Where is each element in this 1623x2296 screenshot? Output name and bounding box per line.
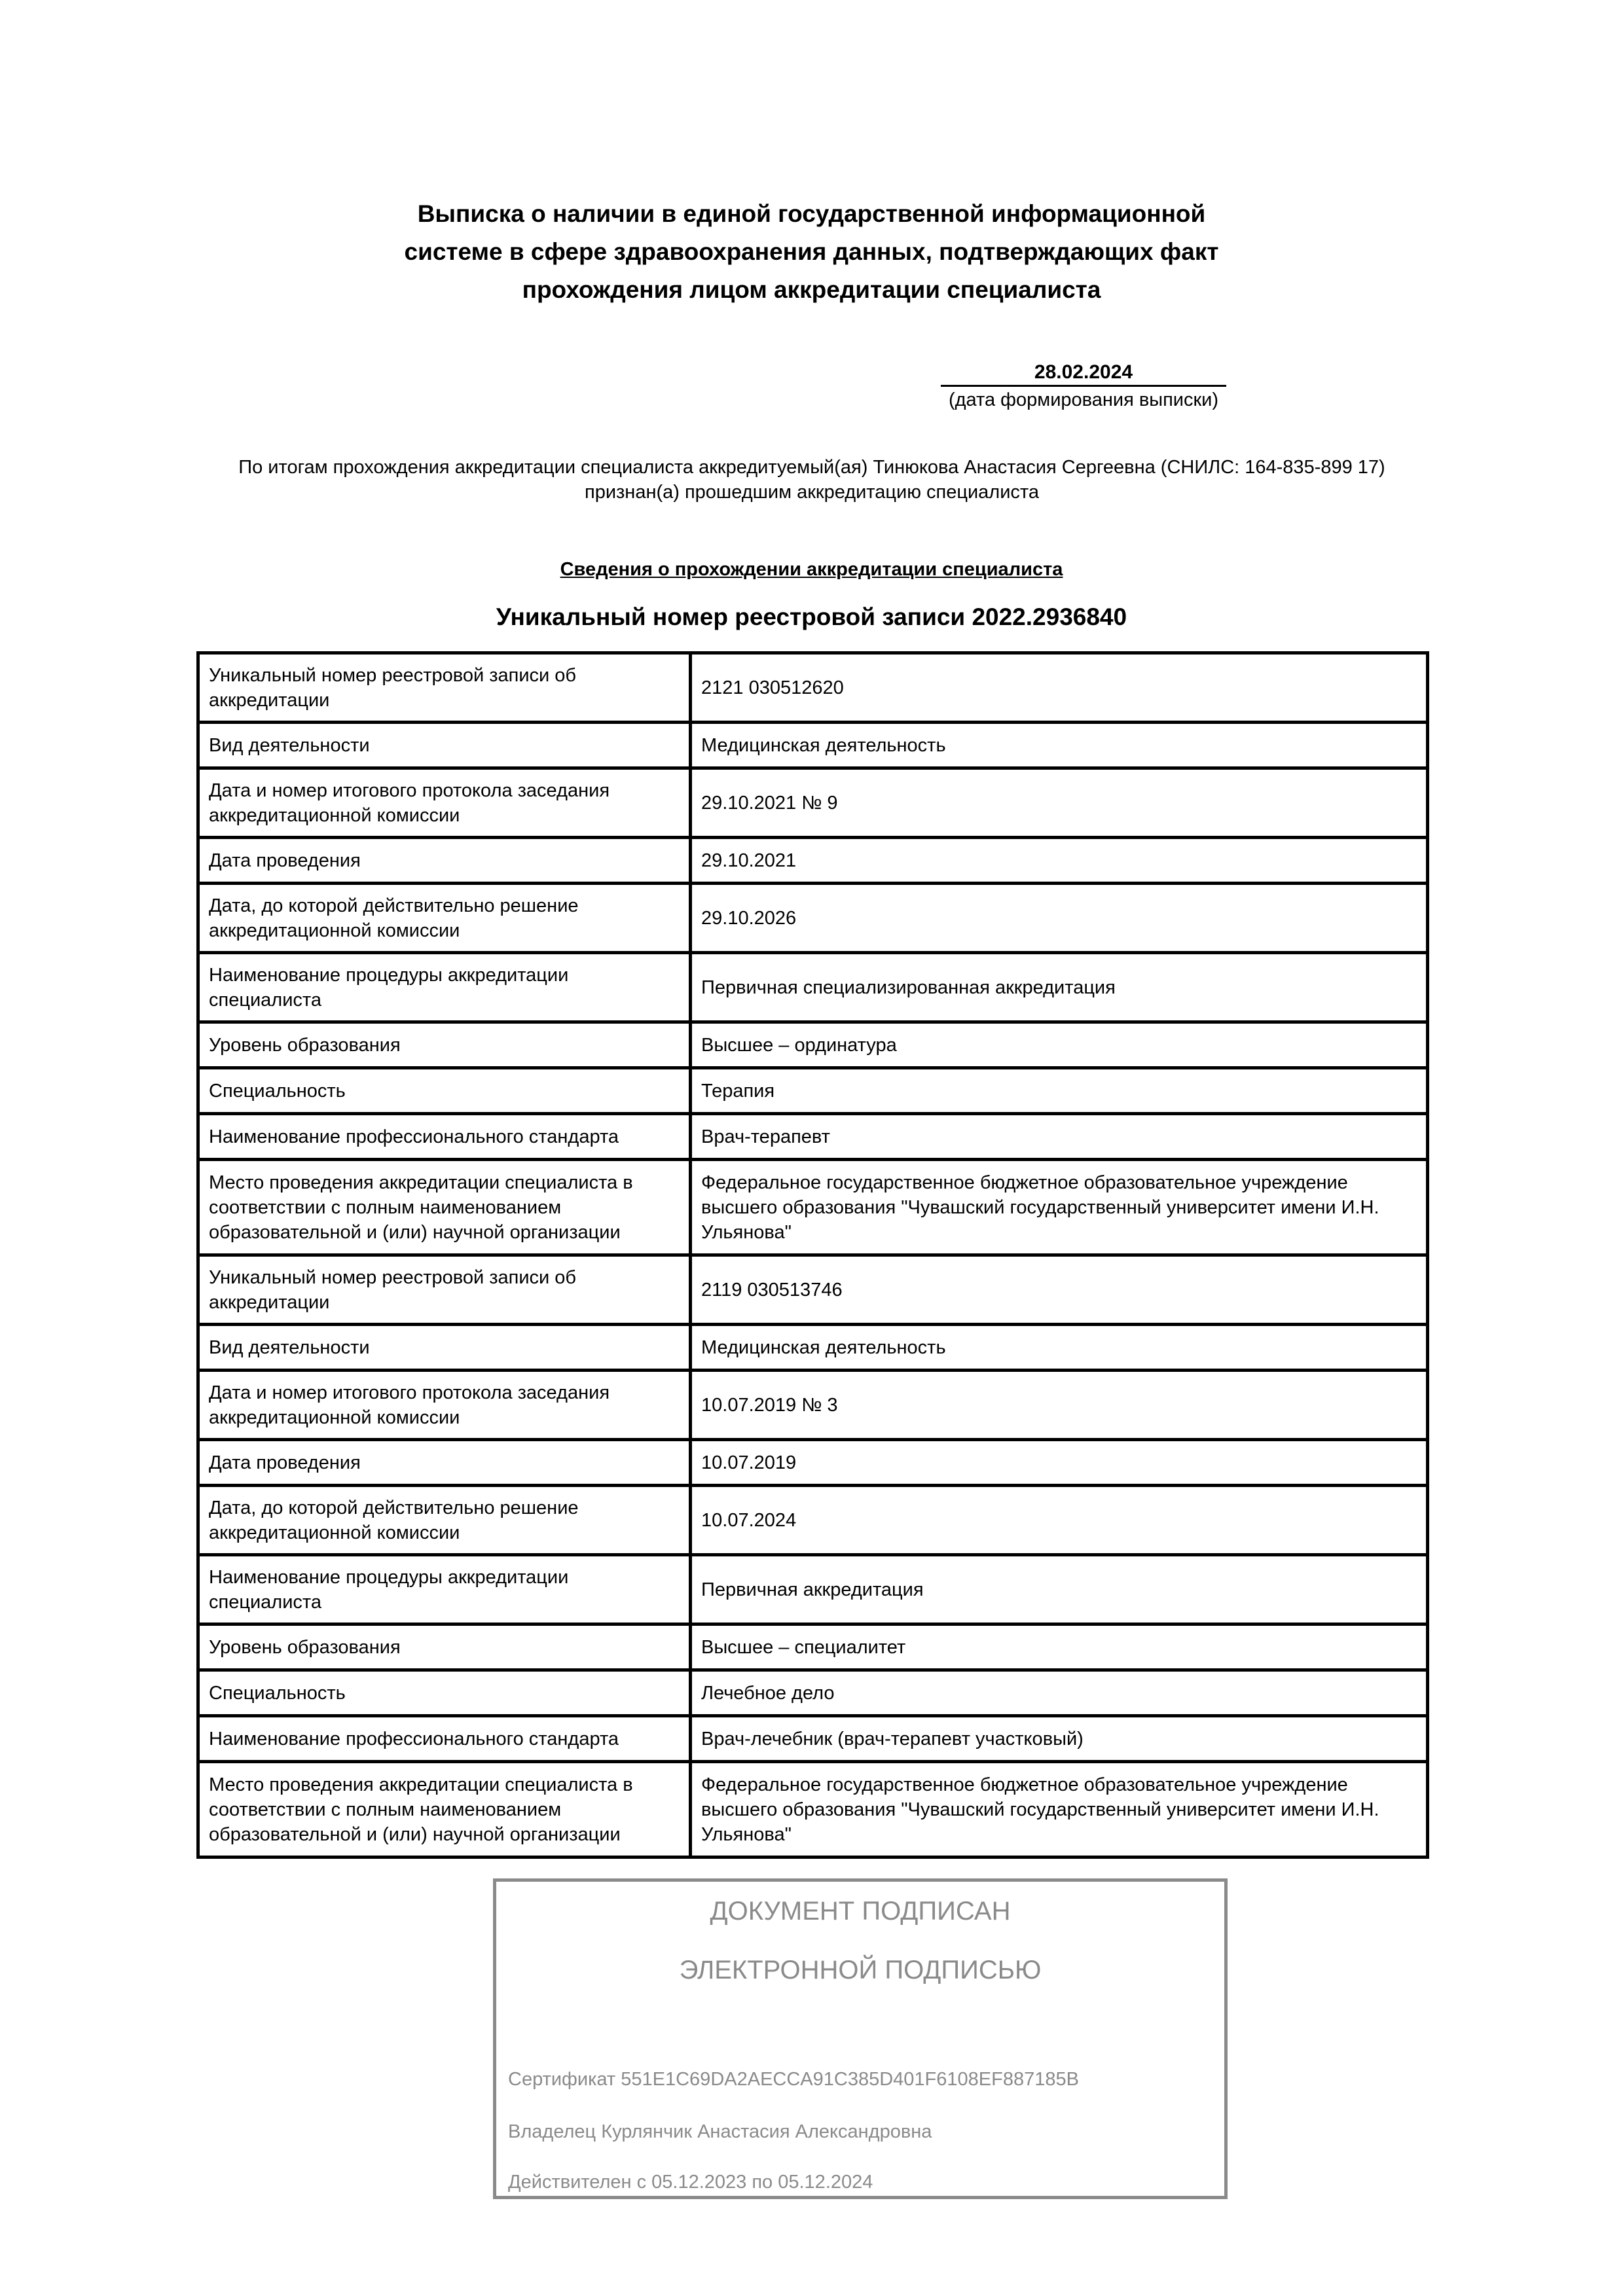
row-value: Врач-терапевт	[691, 1114, 1428, 1160]
row-label: Уникальный номер реестровой записи об аккредитации	[198, 653, 691, 723]
stamp-validity: Действителен с 05.12.2023 по 05.12.2024	[508, 2172, 873, 2193]
row-value: 29.10.2021 № 9	[691, 768, 1428, 838]
table-row	[198, 953, 1428, 1022]
document-title-line: системе в сфере здравоохранения данных, подтверждающих факт	[404, 238, 1219, 265]
document-title-line: прохождения лицом аккредитации специалиста	[522, 276, 1101, 303]
row-label: Место проведения аккредитации специалиста в соответствии с полным наименованием образовательной и (или) научной организации	[198, 1160, 691, 1255]
row-value: 10.07.2019 № 3	[691, 1371, 1428, 1440]
table-row	[198, 1762, 1428, 1857]
table-row	[198, 1255, 1428, 1325]
row-value: Медицинская деятельность	[691, 1325, 1428, 1371]
electronic-signature-stamp	[493, 1878, 1228, 2199]
row-label: Наименование процедуры аккредитации специалиста	[198, 1555, 691, 1624]
row-value: Высшее – ординатура	[691, 1022, 1428, 1068]
row-label: Вид деятельности	[198, 723, 691, 768]
row-value: 10.07.2019	[691, 1440, 1428, 1486]
table-row	[198, 1624, 1428, 1670]
row-label: Дата проведения	[198, 1440, 691, 1486]
row-value: Медицинская деятельность	[691, 723, 1428, 768]
intro-paragraph: По итогам прохождения аккредитации специалиста аккредитуемый(ая) Тинюкова Анастасия Сергеевна (СНИЛС: 164-835-899 17) признан(а) прошедшим аккредитацию специалиста	[238, 457, 1385, 503]
stamp-title-line-1: ДОКУМЕНТ ПОДПИСАН	[710, 1897, 1011, 1926]
table-row	[198, 1670, 1428, 1716]
document-title-line: Выписка о наличии в единой государственной информационной	[417, 200, 1206, 227]
table-row	[198, 1160, 1428, 1255]
accreditation-table	[196, 651, 1429, 1257]
table-row	[198, 653, 1428, 723]
row-value: Лечебное дело	[691, 1670, 1428, 1716]
statement-date-caption: (дата формирования выписки)	[948, 389, 1219, 410]
row-label: Специальность	[198, 1670, 691, 1716]
row-label: Дата и номер итогового протокола заседания аккредитационной комиссии	[198, 768, 691, 838]
stamp-title-line-2: ЭЛЕКТРОННОЙ ПОДПИСЬЮ	[679, 1956, 1042, 1984]
row-label: Уникальный номер реестровой записи об аккредитации	[198, 1255, 691, 1325]
row-value: Федеральное государственное бюджетное образовательное учреждение высшего образования "Чувашский государственный университет имени И.Н. Ульянова"	[691, 1762, 1428, 1857]
stamp-certificate: Сертификат 551E1C69DA2AECCA91C385D401F6108EF887185B	[508, 2069, 1079, 2090]
table-row	[198, 1325, 1428, 1371]
accreditation-table	[196, 1253, 1429, 1859]
section-heading: Сведения о прохождении аккредитации специалиста	[560, 559, 1063, 580]
row-value: 10.07.2024	[691, 1486, 1428, 1555]
row-label: Уровень образования	[198, 1624, 691, 1670]
statement-date-block	[941, 361, 1226, 413]
table-row	[198, 838, 1428, 884]
row-value: 29.10.2021	[691, 838, 1428, 884]
row-label: Вид деятельности	[198, 1325, 691, 1371]
table-row	[198, 1440, 1428, 1486]
row-label: Дата и номер итогового протокола заседания аккредитационной комиссии	[198, 1371, 691, 1440]
row-value: Федеральное государственное бюджетное образовательное учреждение высшего образования "Чувашский государственный университет имени И.Н. Ульянова"	[691, 1160, 1428, 1255]
row-label: Уровень образования	[198, 1022, 691, 1068]
row-label: Место проведения аккредитации специалиста в соответствии с полным наименованием образовательной и (или) научной организации	[198, 1762, 691, 1857]
stamp-owner: Владелец Курлянчик Анастасия Александровна	[508, 2121, 932, 2142]
row-value: 29.10.2026	[691, 884, 1428, 953]
table-row	[198, 1022, 1428, 1068]
row-label: Дата проведения	[198, 838, 691, 884]
table-row	[198, 1555, 1428, 1624]
row-label: Наименование процедуры аккредитации специалиста	[198, 953, 691, 1022]
table-row	[198, 1716, 1428, 1762]
table-row	[198, 1114, 1428, 1160]
statement-date: 28.02.2024	[941, 361, 1226, 387]
table-row	[198, 1371, 1428, 1440]
row-label: Дата, до которой действительно решение аккредитационной комиссии	[198, 1486, 691, 1555]
document-title	[0, 195, 1623, 309]
row-label: Наименование профессионального стандарта	[198, 1114, 691, 1160]
row-value: Высшее – специалитет	[691, 1624, 1428, 1670]
row-value: 2121 030512620	[691, 653, 1428, 723]
row-value: Терапия	[691, 1068, 1428, 1114]
row-label: Дата, до которой действительно решение аккредитационной комиссии	[198, 884, 691, 953]
row-label: Наименование профессионального стандарта	[198, 1716, 691, 1762]
row-value: Первичная специализированная аккредитация	[691, 953, 1428, 1022]
row-label: Специальность	[198, 1068, 691, 1114]
row-value: Первичная аккредитация	[691, 1555, 1428, 1624]
row-value: 2119 030513746	[691, 1255, 1428, 1325]
table-row	[198, 1486, 1428, 1555]
registry-number-heading: Уникальный номер реестровой записи 2022.2936840	[496, 603, 1127, 630]
table-row	[198, 884, 1428, 953]
row-value: Врач-лечебник (врач-терапевт участковый)	[691, 1716, 1428, 1762]
table-row	[198, 1068, 1428, 1114]
table-row	[198, 768, 1428, 838]
table-row	[198, 723, 1428, 768]
